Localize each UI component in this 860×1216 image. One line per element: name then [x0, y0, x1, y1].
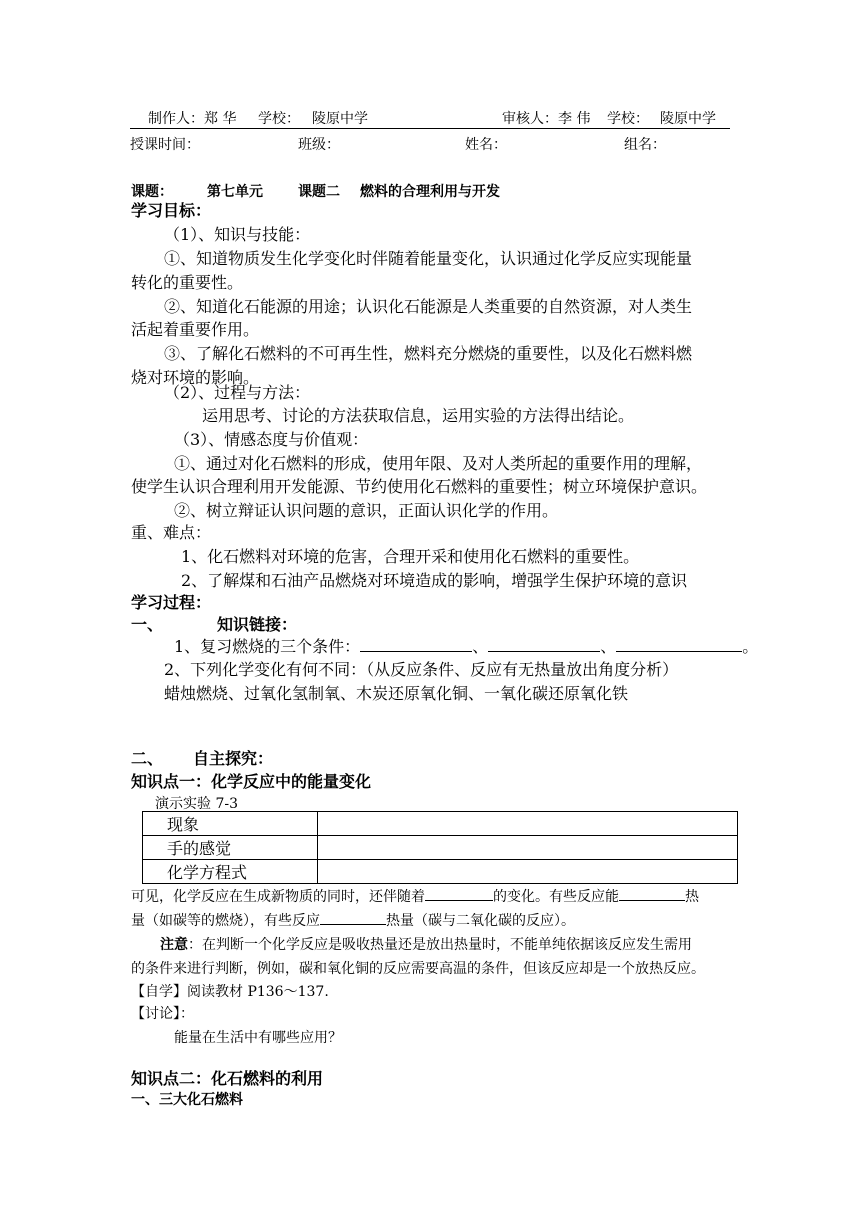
note-label: 注意: [160, 937, 188, 953]
topic-unit: 第七单元: [207, 184, 263, 200]
goal-2: （2）、过程与方法：: [164, 383, 311, 402]
goal-1-1b: 转化的重要性。: [131, 273, 244, 292]
conclusion-text-1: 可见，化学反应在生成新物质的同时，还伴随着: [131, 889, 425, 905]
maker-label: 制作人：郑 华: [148, 111, 237, 127]
key-points-heading: 重、难点：: [131, 523, 212, 542]
key-point-1: 1、化石燃料对环境的危害，合理开采和使用化石燃料的重要性。: [181, 547, 640, 566]
topic-lesson: 课题二: [298, 184, 340, 200]
section-2-number: 二、: [131, 749, 164, 768]
row-label-equation: 化学方程式: [143, 860, 318, 884]
question-1-sep-2: 、: [600, 637, 617, 656]
name-label: 姓名：: [465, 137, 507, 153]
self-study: 【自学】阅读教材 P136～137.: [131, 984, 329, 1000]
note-text-a: ：在判断一个化学反应是吸收热量还是放出热量时，不能单纯依据该反应发生需用: [188, 937, 692, 953]
note-line-2: 的条件来进行判断，例如，碳和氧化铜的反应需要高温的条件，但该反应却是一个放热反应。: [131, 961, 705, 977]
goal-1-1a: ①、知道物质发生化学变化时伴随着能量变化，认识通过化学反应实现能量: [164, 249, 693, 268]
goal-1-2a: ②、知道化石能源的用途；认识化石能源是人类重要的自然资源，对人类生: [164, 297, 693, 316]
goals-heading: 学习目标：: [131, 201, 212, 220]
goal-3-2: ②、树立辩证认识问题的意识，正面认识化学的作用。: [174, 501, 559, 520]
demo-experiment: 演示实验 7-3: [155, 796, 238, 812]
section-1-title: 知识链接：: [217, 615, 298, 634]
conclusion-text-4: 量（如碳等的燃烧），有些反应: [131, 913, 320, 929]
discussion-label: 【讨论】：: [131, 1006, 194, 1022]
time-label: 授课时间：: [130, 137, 200, 153]
school1-name: 陵原中学: [312, 111, 368, 127]
row-label-phenomenon: 现象: [143, 812, 318, 836]
conclusion-text-3: 热: [685, 889, 699, 905]
header-rule: [130, 128, 730, 129]
goal-1: （1）、知识与技能：: [164, 225, 311, 244]
kp2-heading: 知识点二：化石燃料的利用: [131, 1069, 324, 1088]
question-1-sep-1: 、: [472, 637, 489, 656]
answer-cell-hand-feeling[interactable]: [318, 836, 738, 860]
experiment-table: [142, 811, 738, 884]
question-1: [174, 634, 758, 657]
fill-blank-absorb[interactable]: [320, 910, 386, 925]
school2-label: 学校：: [607, 111, 649, 127]
answer-cell-equation[interactable]: [318, 860, 738, 884]
key-point-2: 2、了解煤和石油产品燃烧对环境造成的影响，增强学生保护环境的意识: [181, 571, 688, 590]
discussion-question: 能量在生活中有哪些应用？: [174, 1030, 342, 1046]
goal-1-2b: 活起着重要作用。: [131, 320, 260, 339]
school2-name: 陵原中学: [660, 111, 716, 127]
school1-label: 学校：: [258, 111, 300, 127]
question-1-text: 1、复习燃烧的三个条件：: [174, 637, 361, 656]
goal-3: （3）、情感态度与价值观：: [174, 430, 369, 449]
answer-cell-phenomenon[interactable]: [318, 812, 738, 836]
kp2-subheading: 一、三大化石燃料: [131, 1092, 243, 1108]
fill-blank-energy[interactable]: [425, 886, 493, 901]
section-1-number: 一、: [131, 615, 164, 634]
goal-1-3a: ③、了解化石燃料的不可再生性，燃料充分燃烧的重要性，以及化石燃料燃: [164, 344, 693, 363]
process-heading: 学习过程：: [131, 593, 212, 612]
question-2-items: 蜡烛燃烧、过氧化氢制氧、木炭还原氧化铜、一氧化碳还原氧化铁: [164, 684, 629, 703]
goal-2-1: 运用思考、讨论的方法获取信息，运用实验的方法得出结论。: [202, 406, 635, 425]
note-line-1: [160, 934, 692, 954]
goal-1-3b: 烧对环境的影响。: [131, 368, 260, 387]
conclusion-text-5: 热量（碳与二氧化碳的反应）。: [386, 913, 575, 929]
question-2: 2、下列化学变化有何不同：（从反应条件、反应有无热量放出角度分析）: [164, 660, 679, 679]
topic-label: 课题：: [131, 184, 173, 200]
group-label: 组名：: [624, 137, 666, 153]
goal-3-1b: 使学生认识合理利用开发能源、节约使用化石燃料的重要性；树立环境保护意识。: [131, 477, 708, 496]
answer-blank-1[interactable]: [360, 637, 472, 652]
question-1-end: 。: [742, 637, 759, 656]
answer-blank-3[interactable]: [616, 637, 742, 652]
section-2-title: 自主探究：: [193, 749, 274, 768]
table-row: [143, 836, 738, 860]
fill-blank-release[interactable]: [619, 886, 685, 901]
table-row: [143, 860, 738, 884]
reviewer-label: 审核人：李 伟: [502, 111, 591, 127]
topic-title: 燃料的合理利用与开发: [360, 184, 500, 200]
class-label: 班级：: [298, 137, 340, 153]
kp1-heading: 知识点一：化学反应中的能量变化: [131, 772, 372, 791]
row-label-hand-feeling: 手的感觉: [143, 836, 318, 860]
answer-blank-2[interactable]: [488, 637, 600, 652]
table-row: [143, 812, 738, 836]
conclusion-text-2: 的变化。有些反应能: [493, 889, 619, 905]
conclusion-line-1: [131, 886, 699, 906]
goal-3-1a: ①、通过对化石燃料的形成，使用年限、及对人类所起的重要作用的理解，: [174, 454, 703, 473]
conclusion-line-2: [131, 910, 575, 930]
